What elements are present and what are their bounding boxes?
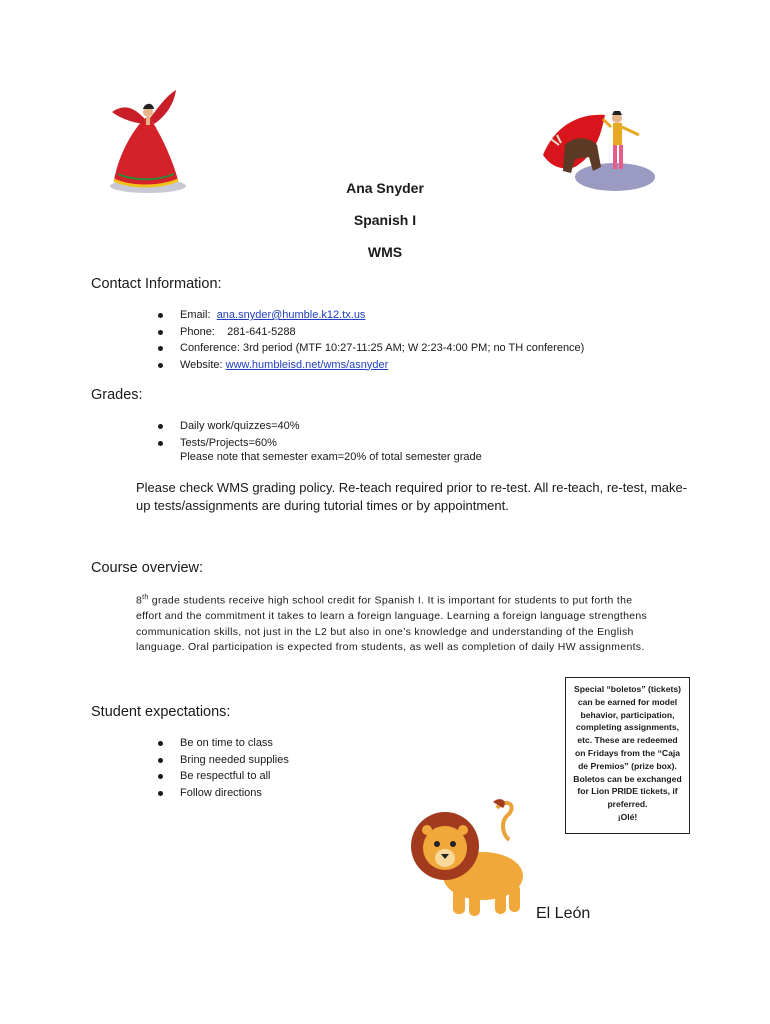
expectation-item (136, 785, 289, 802)
grade-item-text: Daily work/quizzes=40% (180, 420, 300, 432)
overview-line: effort and the commitment it takes to learn a foreign language. Learning a foreign language strengthens (136, 610, 648, 622)
ole-text: ¡Olé! (617, 811, 638, 822)
semester-exam-note: Please note that semester exam=20% of total semester grade (180, 451, 482, 463)
website-label: Website: (180, 358, 223, 371)
grade-item-text: Tests/Projects=60% (180, 436, 277, 449)
boletos-box (565, 677, 690, 834)
overview-heading: Course overview: (91, 560, 204, 576)
grade-item (136, 435, 300, 452)
expectations-list (136, 735, 289, 801)
contact-website-item (136, 357, 584, 374)
email-link[interactable]: ana.snyder@humble.k12.tx.us (216, 309, 366, 321)
website-link[interactable]: www.humbleisd.net/wms/asnyder (225, 358, 389, 371)
email-label: Email: (180, 309, 211, 321)
conference-text: Conference: 3rd period (MTF 10:27-11:25 AM; W 2:23-4:00 PM; no TH conference) (180, 342, 585, 354)
expectation-item (136, 735, 289, 752)
overview-line: communication skills, not just in the L2 but also in one’s knowledge and understanding of the English (136, 625, 634, 638)
contact-conference-item (136, 340, 584, 357)
bullet-icon (158, 774, 163, 779)
contact-heading: Contact Information: (91, 276, 222, 292)
lion-clipart (405, 798, 535, 923)
contact-email-item (136, 307, 584, 324)
bullet-icon (158, 346, 163, 351)
grading-policy-line2: up tests/assignments are during tutorial times or by appointment. (136, 498, 509, 513)
bullet-icon (158, 758, 163, 763)
expectation-item (136, 752, 289, 769)
grade-number: 8 (136, 594, 143, 607)
bullet-icon (158, 741, 163, 746)
overview-line (136, 590, 680, 609)
bullet-icon (158, 313, 163, 318)
grade-superscript: th (142, 594, 149, 601)
overview-line-text: grade students receive high school credit for Spanish I. It is important for students to put forth the (148, 594, 633, 607)
contact-phone-item (136, 324, 584, 341)
overview-paragraph (136, 590, 680, 656)
expectation-text: Be on time to class (180, 737, 273, 749)
expectation-text: Bring needed supplies (180, 753, 289, 766)
phone-value: 281-641-5288 (227, 325, 296, 338)
bullet-icon (158, 424, 163, 429)
lion-caption: El León (536, 905, 591, 922)
grade-item (136, 418, 300, 435)
bullet-icon (158, 363, 163, 368)
overview-line: language. Oral participation is expected from students, as well as completion of daily HW assignments. (136, 641, 645, 653)
boletos-text: Special “boletos” (tickets) can be earned for model behavior, participation, completing assignments, etc. These are redeemed on Fridays from the “Caja de Premios” (prize box). Boletos can be exchanged for Lion PRIDE tickets, if preferred. (573, 684, 682, 810)
bullet-icon (158, 791, 163, 796)
teacher-name: Ana Snyder (346, 180, 424, 196)
expectation-text: Be respectful to all (180, 770, 271, 782)
grades-list (136, 418, 300, 451)
course-name: Spanish I (353, 212, 417, 228)
phone-label: Phone: (180, 325, 215, 338)
grades-heading: Grades: (91, 387, 143, 403)
expectations-heading: Student expectations: (91, 704, 231, 720)
bullet-icon (158, 330, 163, 335)
expectation-text: Follow directions (180, 786, 262, 799)
bullet-icon (158, 441, 163, 446)
contact-list (136, 307, 584, 373)
expectation-item (136, 768, 289, 785)
school-name: WMS (367, 244, 403, 260)
grading-policy-line1: Please check WMS grading policy. Re-teach required prior to re-test. All re-teach, re-test, make- (136, 480, 688, 495)
